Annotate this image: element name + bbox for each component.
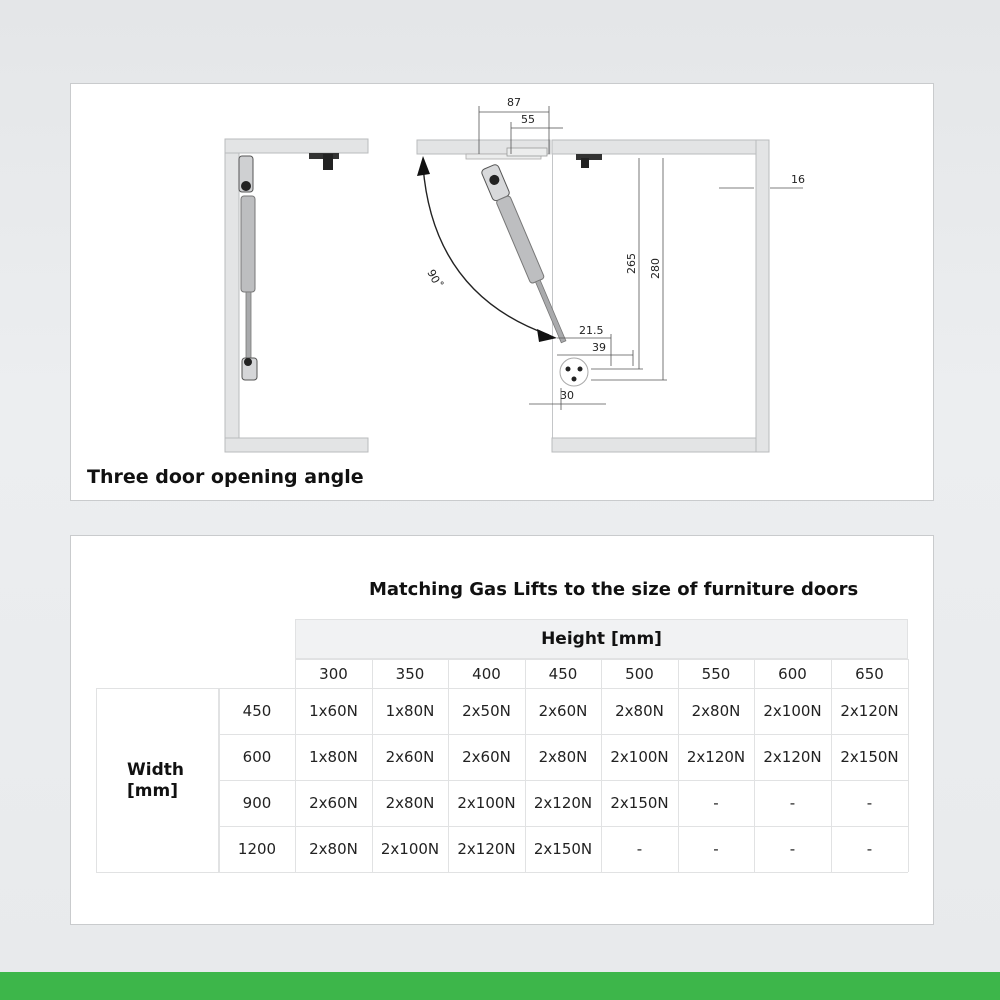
table-cell: 2x80N <box>309 840 358 858</box>
table-cell: - <box>713 840 719 858</box>
table-cell: 2x120N <box>457 840 516 858</box>
dimension-16: 16 <box>791 173 805 186</box>
accent-bar <box>0 972 1000 1000</box>
table-cell: 2x120N <box>763 748 822 766</box>
dimension-30: 30 <box>560 389 574 402</box>
dimension-21-5: 21.5 <box>579 324 604 337</box>
table-cell: 2x150N <box>533 840 593 858</box>
table-cell: - <box>866 840 873 858</box>
height-value-450: 450 <box>548 664 578 683</box>
diagram-caption: Three door opening angle <box>87 466 364 488</box>
table-cell: 2x80N <box>538 748 588 766</box>
table-cell: 2x100N <box>457 794 516 812</box>
table-cell: 2x80N <box>615 702 664 720</box>
grid-line <box>96 872 908 873</box>
table-cell: 2x60N <box>309 794 358 812</box>
width-header <box>96 688 219 873</box>
table-cell: - <box>866 794 873 812</box>
table-cell: 2x80N <box>691 702 741 720</box>
table-cell: 2x60N <box>385 748 435 766</box>
table-cell: 2x120N <box>840 702 899 720</box>
dimension-280: 280 <box>649 258 662 279</box>
left-cabinet-drawing <box>225 139 368 452</box>
dimension-39: 39 <box>592 341 606 354</box>
table-cell: 2x120N <box>686 748 746 766</box>
right-cabinet-drawing <box>417 140 769 452</box>
grid-line <box>908 688 909 872</box>
table-cell: 2x60N <box>462 748 511 766</box>
table-cell: 2x100N <box>380 840 440 858</box>
height-value-600: 600 <box>778 664 807 683</box>
height-value-400: 400 <box>472 664 501 683</box>
table-cell: - <box>789 840 796 858</box>
table-cell: 2x60N <box>538 702 588 720</box>
height-value-650: 650 <box>855 664 884 683</box>
width-label-line2: [mm] <box>127 780 178 801</box>
width-value-900: 900 <box>242 794 272 812</box>
width-value-600: 600 <box>242 748 272 766</box>
height-value-350: 350 <box>395 664 425 683</box>
height-value-550: 550 <box>701 664 731 683</box>
table-cell: 2x150N <box>610 794 669 812</box>
table-cell: 2x80N <box>385 794 435 812</box>
width-header-text <box>127 760 184 802</box>
width-value-450: 450 <box>242 702 272 720</box>
table-cell: 1x60N <box>309 702 358 720</box>
height-value-500: 500 <box>625 664 654 683</box>
dimension-55: 55 <box>521 113 535 126</box>
table-cell: 2x120N <box>533 794 593 812</box>
height-header: Height [mm] <box>295 619 908 659</box>
table-cell: 1x80N <box>309 748 358 766</box>
table-cell: - <box>713 794 719 812</box>
height-value-300: 300 <box>319 664 348 683</box>
width-label-line1: Width <box>127 759 184 780</box>
table-title: Matching Gas Lifts to the size of furniture doors <box>369 579 859 600</box>
diagram-panel <box>70 83 934 501</box>
table-cell: 2x100N <box>763 702 822 720</box>
table-cell: 1x80N <box>385 702 435 720</box>
dimension-87: 87 <box>507 96 521 109</box>
grid-line <box>908 659 909 688</box>
table-cell: - <box>636 840 643 858</box>
table-cell: 2x100N <box>610 748 669 766</box>
table-cell: - <box>789 794 796 812</box>
dimension-265: 265 <box>625 253 638 274</box>
table-cell: 2x150N <box>840 748 899 766</box>
table-cell: 2x50N <box>462 702 511 720</box>
width-value-1200: 1200 <box>237 840 277 858</box>
installation-diagram <box>71 84 933 500</box>
dimension-angle: 90˚ <box>424 267 445 291</box>
gas-lift-table-panel <box>70 535 934 925</box>
